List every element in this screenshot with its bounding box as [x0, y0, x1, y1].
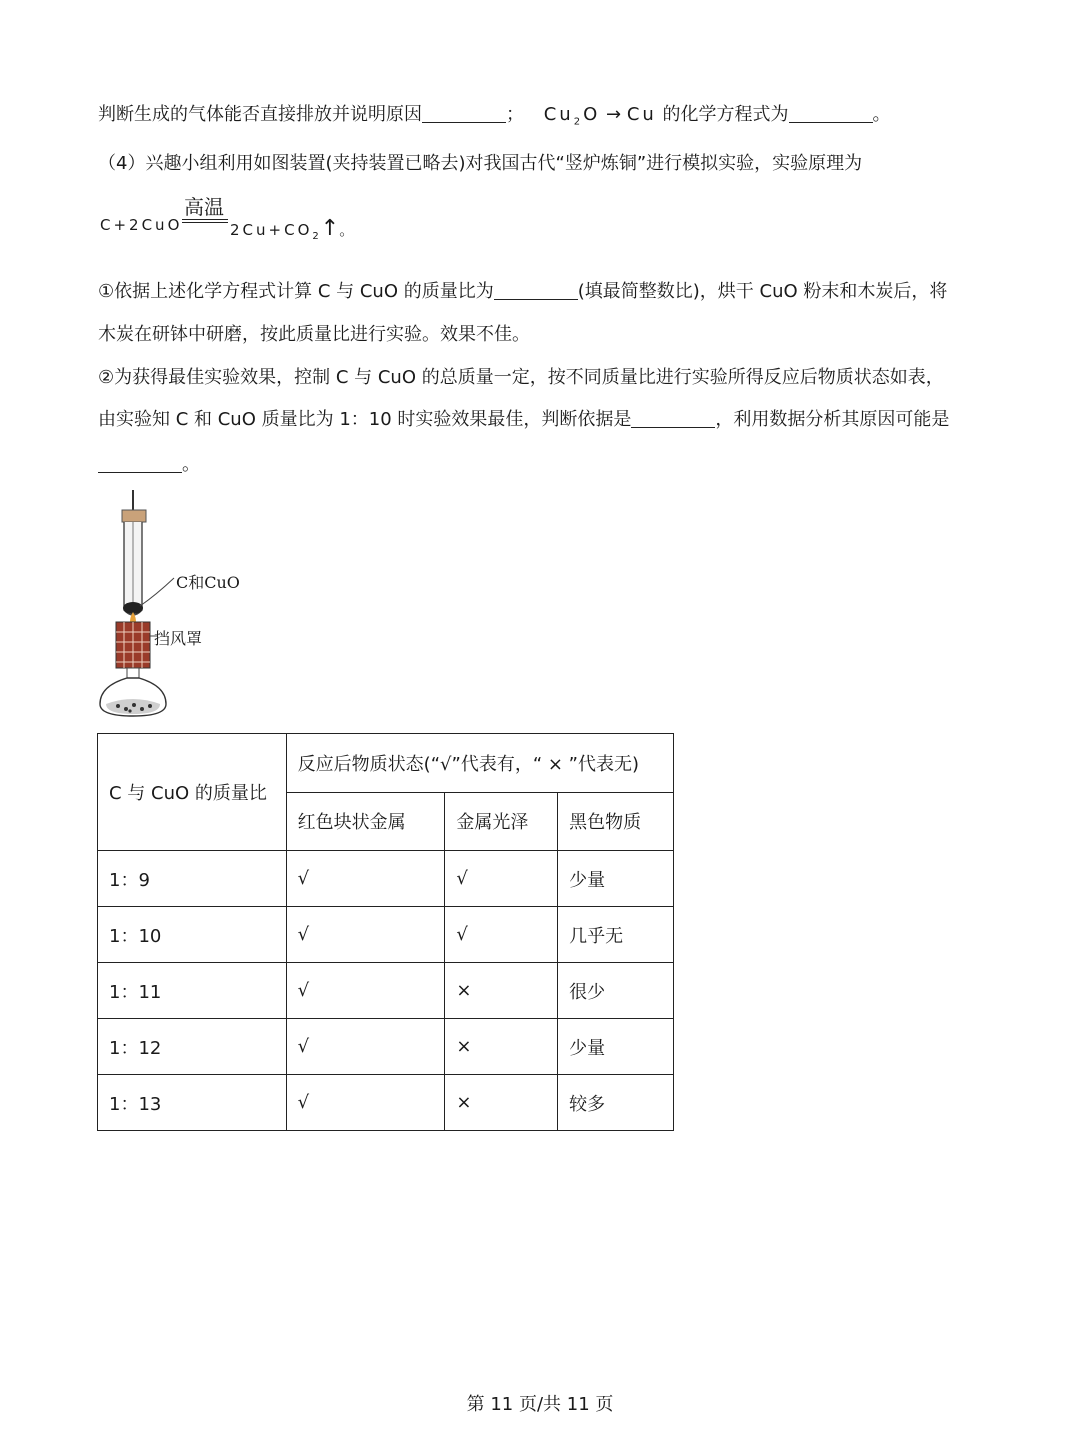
cell-black: 较多	[558, 1075, 674, 1131]
answer-blank[interactable]	[631, 409, 715, 428]
equation-products: $2Cu+CO_2↑$。	[230, 216, 355, 242]
equation-bar	[182, 222, 228, 223]
results-table	[97, 733, 674, 1131]
cell-luster: ×	[445, 1075, 558, 1131]
cell-metal: √	[286, 1019, 445, 1075]
table-row	[98, 963, 674, 1019]
table-row	[98, 1019, 674, 1075]
cell-metal: √	[286, 851, 445, 907]
cell-black: 很少	[558, 963, 674, 1019]
cell-luster: √	[445, 851, 558, 907]
answer-blank[interactable]	[789, 104, 873, 123]
table-header-red-metal: 红色块状金属	[286, 792, 445, 851]
equation-reactants: C+2CuO	[100, 216, 183, 234]
table-header-group: 反应后物质状态(“√”代表有，“ × ”代表无)	[286, 734, 673, 793]
part-2-line-3: 。	[98, 450, 200, 476]
part-1-line-1: ①依据上述化学方程式计算 C 与 CuO 的质量比为 (填最简整数比)，烘干 CuO 粉末和木炭后，将	[98, 281, 948, 302]
page-footer: 第 11 页/共 11 页	[466, 1394, 614, 1415]
answer-blank[interactable]	[422, 104, 506, 123]
table-header-ratio: C 与 CuO 的质量比	[98, 734, 287, 851]
reactant-label: C和CuO	[176, 573, 240, 592]
apparatus-diagram	[96, 490, 276, 725]
table-header-black: 黑色物质	[558, 792, 674, 851]
cell-ratio: 1：11	[98, 963, 287, 1019]
answer-blank[interactable]	[98, 454, 182, 473]
part-1-line-2: 木炭在研钵中研磨，按此质量比进行实验。效果不佳。	[98, 324, 530, 345]
table-row	[98, 907, 674, 963]
cell-ratio: 1：9	[98, 851, 287, 907]
shield-label: 挡风罩	[154, 629, 203, 648]
cell-black: 几乎无	[558, 907, 674, 963]
cell-metal: √	[286, 907, 445, 963]
equation-bar	[182, 219, 228, 220]
cell-black: 少量	[558, 851, 674, 907]
cell-metal: √	[286, 1075, 445, 1131]
cell-ratio: 1：13	[98, 1075, 287, 1131]
table-header-luster: 金属光泽	[445, 792, 558, 851]
question-line-gas-emission: 判断生成的气体能否直接排放并说明原因 ； $Cu_2O \to Cu$ 的化学方程式为 。	[98, 104, 891, 128]
cell-ratio: 1：12	[98, 1019, 287, 1075]
cell-luster: ×	[445, 963, 558, 1019]
reaction-condition: 高温	[184, 195, 224, 219]
cell-luster: √	[445, 907, 558, 963]
answer-blank[interactable]	[494, 281, 578, 300]
cell-ratio: 1：10	[98, 907, 287, 963]
formula-cu2o: $Cu_2O$	[543, 104, 601, 128]
table-row	[98, 851, 674, 907]
apparatus-figure	[96, 490, 276, 729]
cell-metal: √	[286, 963, 445, 1019]
part-2-line-1: ②为获得最佳实验效果，控制 C 与 CuO 的总质量一定，按不同质量比进行实验所得反应后物质状态如表，	[98, 367, 944, 388]
question-4-intro: （4）兴趣小组利用如图装置(夹持装置已略去)对我国古代“竖炉炼铜”进行模拟实验，实验原理为	[98, 153, 863, 174]
gas-arrow-icon: ↑	[320, 216, 340, 241]
cell-black: 少量	[558, 1019, 674, 1075]
cell-luster: ×	[445, 1019, 558, 1075]
part-2-line-2: 由实验知 C 和 CuO 质量比为 1：10 时实验效果最佳，判断依据是 ，利用数据分析其原因可能是	[98, 409, 950, 430]
table-row	[98, 1075, 674, 1131]
